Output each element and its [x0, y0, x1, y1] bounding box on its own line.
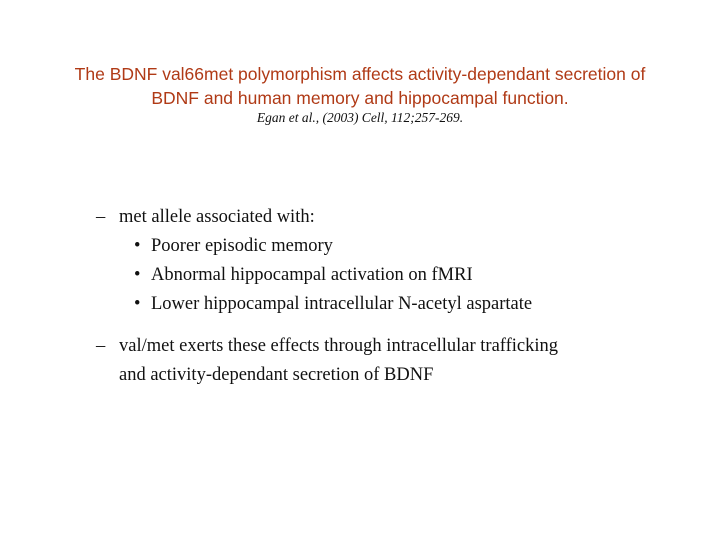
bullet-marker: •	[134, 294, 141, 314]
citation: Egan et al., (2003) Cell, 112;257-269.	[256, 110, 464, 125]
list-item-text-line-2: and activity-dependant secretion of BDNF	[119, 365, 434, 385]
slide-title-line-1: The BDNF val66met polymorphism affects activity-dependant secretion of	[74, 64, 646, 84]
bullet-marker: •	[134, 265, 141, 285]
sub-list-item	[134, 290, 696, 319]
list-item-met-allele	[96, 203, 696, 319]
dash-marker: –	[96, 336, 106, 356]
dash-marker: –	[96, 207, 106, 227]
sub-list-item	[134, 232, 696, 261]
sub-bullet-list	[119, 232, 696, 319]
bullet-marker: •	[134, 236, 141, 256]
bullet-list	[96, 203, 696, 390]
sub-list-item-text: Abnormal hippocampal activation on fMRI	[151, 265, 473, 285]
sub-list-item-text: Poorer episodic memory	[151, 236, 333, 256]
list-item-text-line-1: val/met exerts these effects through intracellular trafficking	[119, 336, 559, 356]
slide-title-line-2: BDNF and human memory and hippocampal function.	[151, 88, 569, 108]
list-item-text: met allele associated with:	[119, 207, 315, 227]
slide-title	[0, 62, 720, 110]
sub-list-item	[134, 261, 696, 290]
sub-list-item-text: Lower hippocampal intracellular N-acetyl aspartate	[151, 294, 533, 314]
list-item-val-met	[96, 332, 696, 390]
